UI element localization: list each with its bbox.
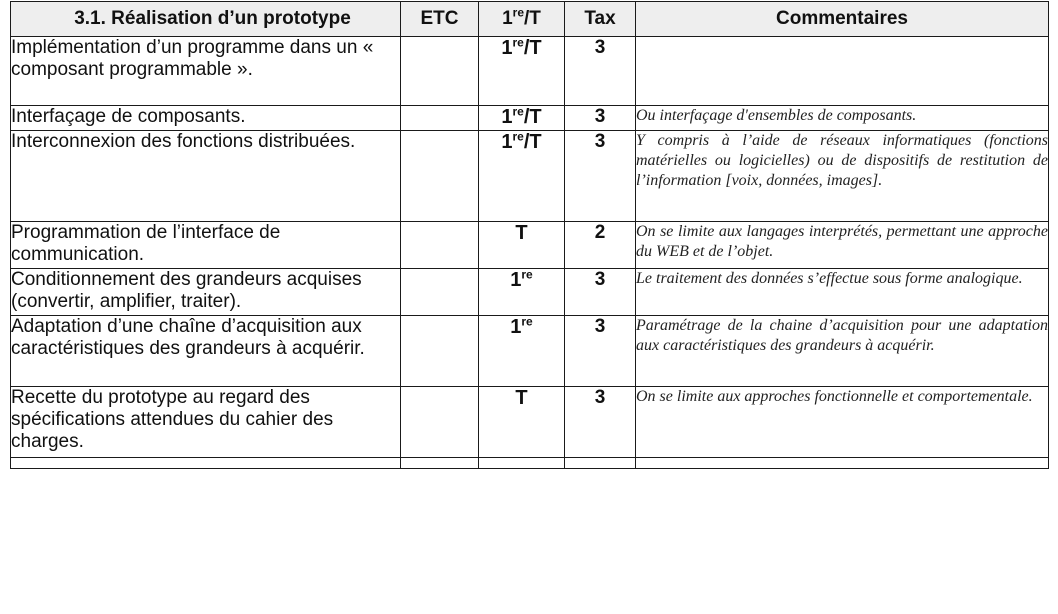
comment-cell: Y compris à l’aide de réseaux informatiques (fonctions matérielles ou logicielles) ou de dispositifs de restitution de l’information [voix, données, images]. bbox=[636, 131, 1049, 222]
level-cell bbox=[479, 37, 565, 106]
level-header-sup: re bbox=[512, 5, 525, 20]
level-cell bbox=[479, 106, 565, 131]
comment-cell bbox=[636, 37, 1049, 106]
level-sup: re bbox=[512, 129, 524, 144]
comment-cell: On se limite aux approches fonctionnelle et comportementale. bbox=[636, 387, 1049, 458]
section-title: 3.1. Réalisation d’un prototype bbox=[11, 2, 401, 37]
task-cell: Interfaçage de composants. bbox=[11, 106, 401, 131]
level-column-header bbox=[479, 2, 565, 37]
level-sup: re bbox=[521, 267, 533, 282]
etc-cell bbox=[401, 37, 479, 106]
tax-cell: 3 bbox=[565, 131, 636, 222]
level-sup: re bbox=[512, 104, 524, 119]
comment-cell bbox=[636, 458, 1049, 469]
table-header-row bbox=[11, 2, 1049, 37]
tax-column-header: Tax bbox=[565, 2, 636, 37]
tax-cell: 3 bbox=[565, 106, 636, 131]
level-cell bbox=[479, 387, 565, 458]
level-cell bbox=[479, 222, 565, 269]
comment-cell: Paramétrage de la chaine d’acquisition pour une adaptation aux caractéristiques des grandeurs à acquérir. bbox=[636, 316, 1049, 387]
task-cell: Recette du prototype au regard des spécifications attendues du cahier des charges. bbox=[11, 387, 401, 458]
task-cell bbox=[11, 458, 401, 469]
etc-cell bbox=[401, 131, 479, 222]
etc-cell bbox=[401, 458, 479, 469]
level-base: 1 bbox=[501, 106, 513, 128]
competency-table bbox=[10, 1, 1049, 469]
tax-cell: 3 bbox=[565, 387, 636, 458]
task-cell: Interconnexion des fonctions distribuées. bbox=[11, 131, 401, 222]
task-cell: Adaptation d’une chaîne d’acquisition aux caractéristiques des grandeurs à acquérir. bbox=[11, 316, 401, 387]
level-cell bbox=[479, 458, 565, 469]
table-row bbox=[11, 222, 1049, 269]
etc-cell bbox=[401, 387, 479, 458]
etc-cell bbox=[401, 222, 479, 269]
tax-cell: 3 bbox=[565, 316, 636, 387]
level-tail: /T bbox=[523, 131, 542, 153]
table-row bbox=[11, 131, 1049, 222]
task-cell: Conditionnement des grandeurs acquises (convertir, amplifier, traiter). bbox=[11, 269, 401, 316]
level-base: 1 bbox=[501, 37, 513, 59]
etc-cell bbox=[401, 106, 479, 131]
comment-cell: Ou interfaçage d'ensembles de composants. bbox=[636, 106, 1049, 131]
task-cell: Implémentation d’un programme dans un « composant programmable ». bbox=[11, 37, 401, 106]
table-row bbox=[11, 106, 1049, 131]
level-base: T bbox=[515, 387, 528, 409]
etc-cell bbox=[401, 269, 479, 316]
task-cell: Programmation de l’interface de communication. bbox=[11, 222, 401, 269]
level-header-base: 1 bbox=[502, 8, 513, 29]
tax-cell bbox=[565, 458, 636, 469]
level-cell bbox=[479, 269, 565, 316]
level-base: 1 bbox=[510, 316, 522, 338]
level-cell bbox=[479, 316, 565, 387]
table-row bbox=[11, 316, 1049, 387]
level-cell bbox=[479, 131, 565, 222]
tax-cell: 2 bbox=[565, 222, 636, 269]
tax-cell: 3 bbox=[565, 269, 636, 316]
table-row bbox=[11, 458, 1049, 469]
tax-cell: 3 bbox=[565, 37, 636, 106]
comment-cell: Le traitement des données s’effectue sous forme analogique. bbox=[636, 269, 1049, 316]
level-base: T bbox=[515, 222, 528, 244]
table-row bbox=[11, 387, 1049, 458]
level-sup: re bbox=[512, 35, 524, 50]
etc-column-header: ETC bbox=[401, 2, 479, 37]
level-base: 1 bbox=[510, 269, 522, 291]
level-tail: /T bbox=[523, 106, 542, 128]
comments-column-header: Commentaires bbox=[636, 2, 1049, 37]
comment-cell: On se limite aux langages interprétés, permettant une approche du WEB et de l’objet. bbox=[636, 222, 1049, 269]
level-base: 1 bbox=[501, 131, 513, 153]
etc-cell bbox=[401, 316, 479, 387]
table-row bbox=[11, 37, 1049, 106]
level-sup: re bbox=[521, 314, 533, 329]
level-tail: /T bbox=[523, 37, 542, 59]
level-header-tail: /T bbox=[524, 8, 541, 29]
table-row bbox=[11, 269, 1049, 316]
